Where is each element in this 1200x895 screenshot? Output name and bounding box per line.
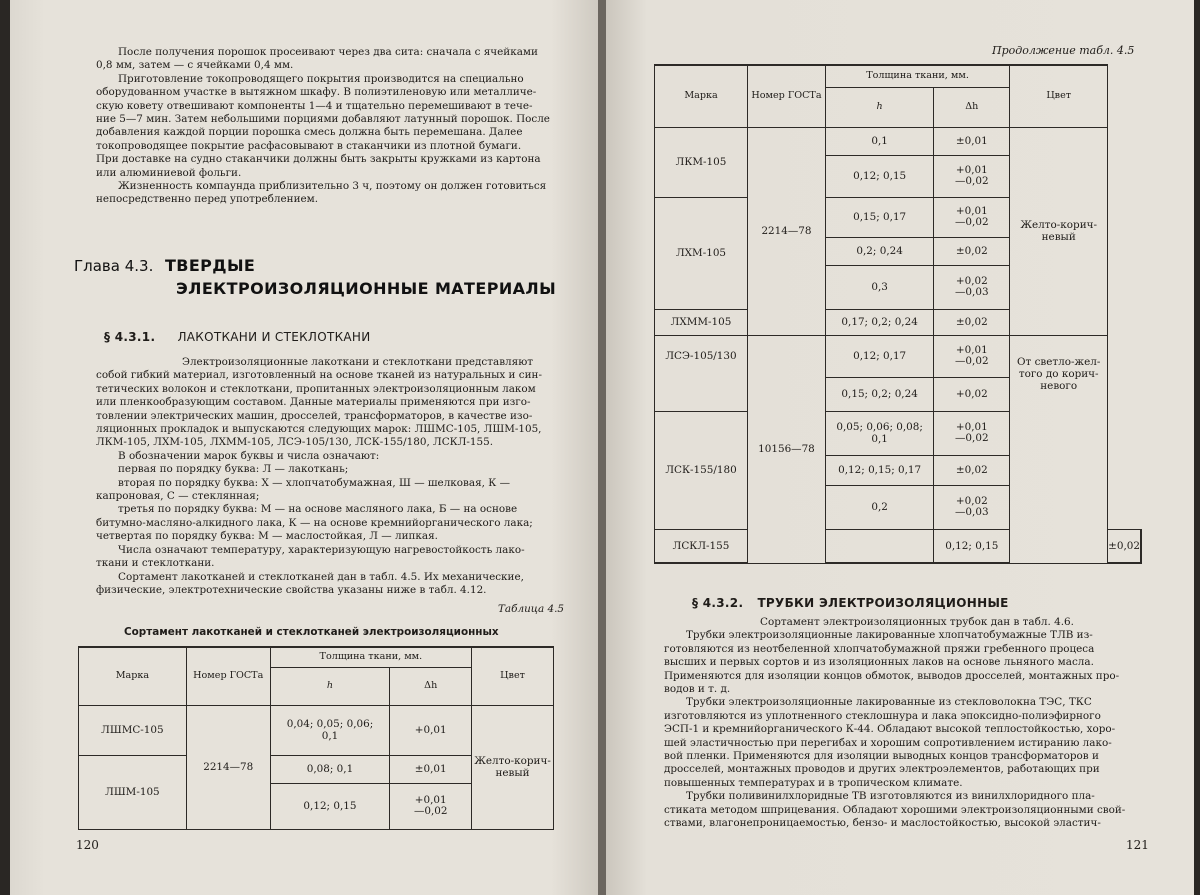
dh-cell — [390, 783, 472, 829]
text-line: ляционных прокладок и выпускаются следующих марок: ЛШМС-105, ЛШМ-105, — [96, 423, 542, 436]
text-line: ЛКМ-105, ЛХМ-105, ЛХММ-105, ЛСЭ-105/130, ЛСК-155/180, ЛСКЛ-155. — [96, 436, 494, 449]
header-mark: Марка — [655, 65, 748, 127]
text-line: третья по порядку буква: М — на основе масляного лака, Б — на основе — [118, 503, 518, 516]
h-value-cont: 0,1 — [871, 433, 888, 445]
text-line: скую ковету отвешивают компоненты 1—4 и тщательно перемешивают в тече- — [96, 99, 533, 112]
text-line: дросселей, монтажных проводов и других электроэлементов, работающих при — [664, 763, 1100, 776]
text-line: Трубки поливинилхлоридные ТВ изготовляются из винилхлоридного пла- — [686, 790, 1095, 803]
color-line2: невый — [1041, 231, 1076, 243]
left-page — [10, 0, 598, 895]
table-caption: Сортамент лакотканей и стеклотканей электроизоляционных — [124, 626, 499, 638]
dh-upper: +0,01 — [955, 164, 988, 176]
header-h: h — [270, 667, 390, 705]
text-line: или алюминиевой фольги. — [96, 166, 242, 179]
color-line1: От светло-жел- — [1017, 355, 1101, 368]
text-line: 0,8 мм, затем — с ячейками 0,4 мм. — [96, 59, 294, 72]
text-line: ткани и стеклоткани. — [96, 557, 215, 570]
table-label: Таблица 4.5 — [498, 603, 565, 615]
mark-cell: ЛКМ-105 — [655, 127, 748, 197]
header-gost: Номер ГОСТа — [748, 65, 826, 127]
text-line: При доставке на судно стаканчики должны быть закрыты кружками из картона — [96, 153, 541, 166]
text-line: ствами, влагонепроницаемостью, бензо- и маслостойкостью, высокой эластич- — [664, 817, 1101, 830]
text-line: Жизненность компаунда приблизительно 3 ч, поэтому он должен готовиться — [118, 180, 547, 193]
chapter-title-line1: ТВЕРДЫЕ — [164, 256, 256, 275]
text-line: Применяются для изоляции концов обмоток, выводов дросселей, монтажных про- — [664, 669, 1120, 682]
text-line: После получения порошок просеивают через два сита: сначала с ячейками — [118, 46, 538, 58]
mark-cell: ЛШМС-105 — [79, 705, 187, 755]
text-line: Трубки электроизоляционные лакированные хлопчатобумажные ТЛВ из- — [686, 629, 1093, 642]
text-line: оборудованном участке в вытяжном шкафу. В полиэтиленовую или металличе- — [96, 86, 537, 99]
header-color: Цвет — [1010, 65, 1108, 127]
h-cell: 0,12; 0,15 — [934, 529, 1010, 563]
dh-lower: —0,02 — [955, 216, 989, 228]
color-cell — [472, 705, 554, 829]
text-line: повышенных температурах и в тропическом климате. — [664, 776, 963, 789]
color-line3: невого — [1040, 379, 1078, 392]
dh-upper: +0,02 — [955, 495, 988, 507]
text-line: Приготовление токопроводящего покрытия производится на специально — [118, 72, 524, 85]
h-cell: 0,3 — [825, 265, 933, 309]
text-line: стиката методом шприцевания. Обладают хорошими электроизоляционными свой- — [664, 803, 1126, 816]
text-line: Сортамент электроизоляционных трубок дан в табл. 4.6. — [760, 616, 1074, 628]
chapter-number: Глава 4.3. — [74, 257, 154, 275]
gost-cell: 2214—78 — [748, 127, 826, 335]
dh-cell — [934, 411, 1010, 455]
text-line: Трубки электроизоляционные лакированные из стекловолокна ТЭС, ТКС — [686, 696, 1092, 709]
text-line: ние 5—7 мин. Затем небольшими порциями добавляют латунный порошок. После — [96, 113, 550, 126]
dh-cell — [934, 335, 1010, 377]
dh-cell: ±0,02 — [1108, 529, 1141, 563]
text-line: токопроводящее покрытие расфасовывают в стаканчики из плотной бумаги. — [96, 139, 522, 152]
header-color: Цвет — [472, 647, 554, 705]
color-line1: Желто-корич- — [474, 755, 551, 767]
mark-cell: ЛХМ-105 — [655, 197, 748, 309]
dh-cell — [934, 265, 1010, 309]
section-number: § 4.3.2. — [692, 596, 744, 610]
text-line: Сортамент лакотканей и стеклотканей дан в табл. 4.5. Их механические, — [118, 570, 524, 583]
h-cell: 0,12; 0,15 — [270, 783, 390, 829]
mark-cell: ЛСК-155/180 — [655, 411, 748, 529]
table-4-5-part1 — [78, 646, 554, 830]
text-line: товлении электрических машин, дросселей, трансформаторов, в качестве изо- — [96, 409, 533, 422]
dh-upper: +0,01 — [414, 794, 447, 806]
text-line: изготовляются из уплотненного стеклошнура и лака эпоксидно-полиэфирного — [664, 709, 1101, 722]
section-heading — [104, 330, 371, 344]
h-cell: 0,1 — [825, 127, 933, 155]
h-cell: 0,08; 0,1 — [270, 755, 390, 783]
section-number: § 4.3.1. — [104, 330, 156, 344]
text-line: капроновая, С — стеклянная; — [96, 490, 260, 503]
dh-lower: —0,02 — [955, 432, 989, 444]
mark-cell: ЛСКЛ-155 — [655, 529, 748, 563]
h-cell: 0,12; 0,15 — [825, 155, 933, 197]
h-cell: 0,15; 0,17 — [825, 197, 933, 237]
text-line: тетических волокон и стеклоткани, пропитанных электроизоляционным лаком — [96, 382, 536, 395]
h-cell: 0,17; 0,2; 0,24 — [825, 309, 933, 335]
text-line: высших и первых сортов и из изоляционных лаков на основе льняного масла. — [664, 656, 1094, 669]
text-line: первая по порядку буква: Л — лакоткань; — [118, 463, 349, 476]
color-line2: невый — [495, 767, 530, 779]
h-cell — [825, 411, 933, 455]
dh-lower: —0,02 — [955, 355, 989, 367]
dh-cell: ±0,02 — [934, 309, 1010, 335]
mark-cell: ЛХММ-105 — [655, 309, 748, 335]
text-line: Электроизоляционные лакоткани и стеклоткани представляют — [182, 356, 533, 368]
text-line: шей эластичностью при перегибах и хорошим сопротивлением истиранию лако- — [664, 736, 1112, 749]
header-mark: Марка — [79, 647, 187, 705]
header-thickness: Толщина ткани, мм. — [270, 647, 471, 667]
text-line: Числа означают температуру, характеризующую нагревостойкость лако- — [118, 543, 525, 556]
header-gost: Номер ГОСТа — [186, 647, 270, 705]
dh-lower: —0,02 — [955, 175, 989, 187]
page-number: 121 — [1126, 838, 1149, 852]
h-cell: 0,2 — [825, 485, 933, 529]
text-line: непосредственно перед употреблением. — [96, 193, 319, 206]
dh-cell: ±0,01 — [934, 127, 1010, 155]
dh-upper: +0,01 — [955, 421, 988, 433]
gost-cell-empty — [825, 529, 933, 563]
intro-paragraph — [96, 46, 572, 207]
book-gutter — [598, 0, 606, 895]
dh-upper: +0,01 — [955, 344, 988, 356]
dh-value: +0,01 — [414, 723, 447, 736]
text-line: четвертая по порядку буква: М — маслостойкая, Л — липкая. — [96, 530, 438, 543]
dh-cell — [934, 485, 1010, 529]
section-title: ЛАКОТКАНИ И СТЕКЛОТКАНИ — [177, 330, 371, 344]
text-line: битумно-масляно-алкидного лака, К — на основе кремнийорганического лака; — [96, 516, 533, 529]
header-dh: Δh — [390, 667, 472, 705]
chapter-title-line2: ЭЛЕКТРОИЗОЛЯЦИОННЫЕ МАТЕРИАЛЫ — [176, 279, 557, 298]
text-line: добавления каждой порции порошка смесь должна быть перемешана. Далее — [96, 126, 523, 139]
body-text — [96, 356, 576, 597]
dh-lower: —0,03 — [955, 286, 989, 298]
dh-upper: +0,02 — [955, 275, 988, 287]
text-line: вторая по порядку буква: Х — хлопчатобумажная, Ш — шелковая, К — — [118, 476, 510, 489]
header-thickness: Толщина ткани, мм. — [825, 65, 1009, 87]
dh-cell: ±0,02 — [934, 237, 1010, 265]
text-line: ЭСП-1 и кремнийорганического К-44. Обладают высокой теплостойкостью, хоро- — [664, 723, 1116, 736]
h-cell: 0,12; 0,15; 0,17 — [825, 455, 933, 485]
dh-lower: —0,02 — [413, 805, 448, 817]
mark-cell: ЛШМ-105 — [79, 755, 187, 829]
color-line1: Желто-корич- — [1020, 219, 1098, 231]
table-continuation-label: Продолжение табл. 4.5 — [992, 44, 1135, 57]
page-number: 120 — [76, 838, 99, 852]
dh-cell — [934, 155, 1010, 197]
chapter-heading — [74, 256, 556, 298]
text-line: физические, электротехнические свойства указаны ниже в табл. 4.12. — [96, 583, 487, 596]
text-line: готовляются из неотбеленной хлопчатобумажной пряжи гребенного процеса — [664, 642, 1095, 655]
dh-lower: —0,03 — [955, 506, 989, 518]
h-cell: 0,12; 0,17 — [825, 335, 933, 377]
body-text — [664, 616, 1144, 831]
gost-cell: 2214—78 — [186, 705, 270, 829]
header-h: h — [825, 87, 933, 127]
section-heading — [692, 596, 1009, 610]
text-line: В обозначении марок буквы и числа означают: — [118, 449, 380, 462]
text-line: собой гибкий материал, изготовленный на основе тканей из натуральных и син- — [96, 369, 542, 382]
right-page — [606, 0, 1194, 895]
h-cell: 0,2; 0,24 — [825, 237, 933, 265]
dh-cell: +0,02 — [934, 377, 1010, 411]
color-cell-empty — [1141, 529, 1142, 563]
gost-cell: 10156—78 — [748, 335, 826, 563]
color-cell — [1010, 335, 1108, 563]
h-value: 0,04; 0,05; 0,06; — [286, 718, 374, 730]
dh-cell — [390, 705, 472, 755]
dh-cell — [934, 197, 1010, 237]
table-4-5-part2 — [654, 64, 1142, 564]
header-dh: Δh — [934, 87, 1010, 127]
h-value: 0,05; 0,06; 0,08; — [836, 421, 923, 433]
h-value-cont: 0,1 — [321, 730, 339, 742]
color-cell — [1010, 127, 1108, 335]
section-title: ТРУБКИ ЭЛЕКТРОИЗОЛЯЦИОННЫЕ — [757, 596, 1009, 610]
mark-cell: ЛСЭ-105/130 — [655, 335, 748, 411]
h-cell — [270, 705, 390, 755]
dh-cell: ±0,02 — [934, 455, 1010, 485]
dh-upper: +0,01 — [955, 205, 988, 217]
h-cell: 0,15; 0,2; 0,24 — [825, 377, 933, 411]
text-line: водов и т. д. — [664, 683, 731, 696]
text-line: или пленкообразующим составом. Данные материалы применяются при изго- — [96, 396, 531, 409]
dh-cell: ±0,01 — [390, 755, 472, 783]
text-line: вой пленки. Применяются для изоляции выводных концов трансформаторов и — [664, 750, 1099, 763]
color-line2: того до корич- — [1018, 367, 1099, 380]
